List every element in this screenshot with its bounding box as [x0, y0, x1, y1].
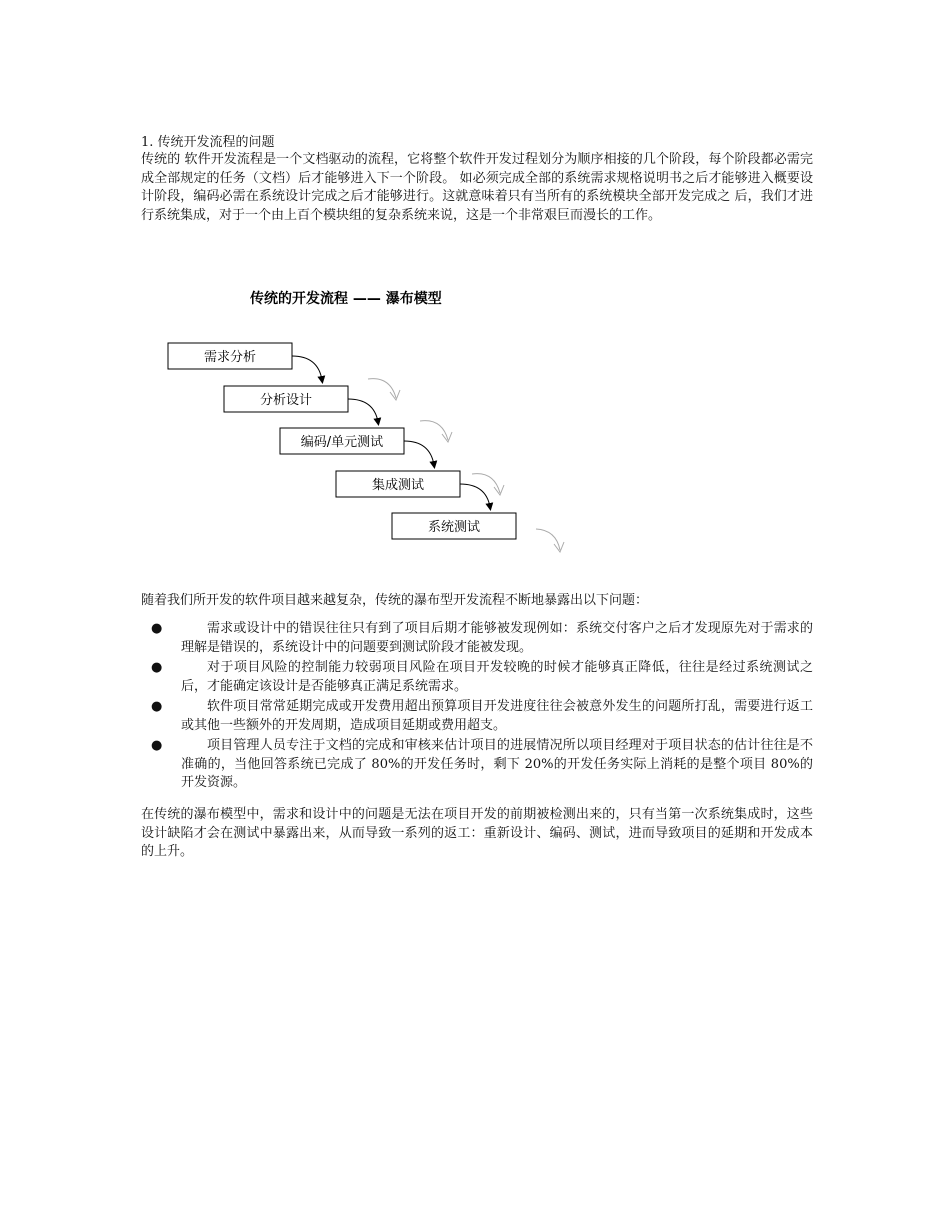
section-heading: 1. 传统开发流程的问题 — [141, 135, 275, 150]
diagram-title: 传统的开发流程 —— 瀑布模型 — [250, 291, 442, 307]
list-item — [141, 659, 813, 696]
stage-label-system-test: 系统测试 — [427, 520, 481, 535]
stage-integration — [336, 471, 460, 497]
stage-label-integration: 集成测试 — [371, 478, 425, 493]
stage-label-design: 分析设计 — [259, 393, 313, 408]
bullet-icon: ● — [151, 621, 163, 636]
feedback-arrow-3 — [472, 474, 504, 495]
feedback-arrow-2 — [420, 421, 452, 442]
problem-list — [141, 620, 813, 795]
stage-label-coding: 编码/单元测试 — [300, 435, 384, 450]
flow-arrow-4 — [460, 484, 490, 507]
list-item-text: 对于项目风险的控制能力较弱项目风险在项目开发较晚的时候才能够真正降低，往往是经过系统测试之后，才能确定该设计是否能够真正满足系统需求。 — [181, 660, 813, 694]
list-item-text: 项目管理人员专注于文档的完成和审核来估计项目的进展情况所以项目经理对于项目状态的估计往往是不准确的，当他回答系统已完成了 80%的开发任务时，剩下 20%的开发任务实际上消耗的是整个项目 80%的开发资源。 — [181, 738, 813, 790]
feedback-arrow-4 — [536, 529, 564, 552]
bullet-icon: ● — [151, 699, 163, 714]
intro-paragraph: 传统的 软件开发流程是一个文档驱动的流程，它将整个软件开发过程划分为顺序相接的几个阶段，每个阶段都必需完成全部规定的任务（文档）后才能够进入下一个阶段。 如必须完成全部的系统需求规格说明书之后才能够进入概要设计阶段，编码必需在系统设计完成之后才能够进行。这就意味着只有当所有的系统模块全部开发完成之 后，我们才进行系统集成，对于一个由上百个模块组的复杂系统来说，这是一个非常艰巨而漫长的工作。 — [141, 152, 813, 223]
feedback-arrow-1 — [368, 379, 400, 400]
list-item — [141, 698, 813, 735]
stage-coding — [280, 428, 404, 454]
conclusion-paragraph: 在传统的瀑布模型中，需求和设计中的问题是无法在项目开发的前期被检测出来的，只有当第一次系统集成时，这些设计缺陷才会在测试中暴露出来，从而导致一系列的返工：重新设计、编码、测试，进而导致项目的延期和开发成本的上升。 — [141, 807, 813, 859]
bullet-icon: ● — [151, 738, 163, 753]
stage-system-test — [392, 513, 516, 539]
waterfall-diagram — [150, 280, 580, 560]
list-item-text: 软件项目常常延期完成或开发费用超出预算项目开发进度往往会被意外发生的问题所打乱，需要进行返工或其他一些额外的开发周期，造成项目延期或费用超支。 — [181, 699, 813, 733]
stage-design — [224, 386, 348, 412]
problems-lead: 随着我们所开发的软件项目越来越复杂，传统的瀑布型开发流程不断地暴露出以下问题： — [141, 593, 649, 608]
flow-arrow-1 — [292, 356, 322, 380]
list-item-text: 需求或设计中的错误往往只有到了项目后期才能够被发现例如：系统交付客户之后才发现原先对于需求的理解是错误的，系统设计中的问题要到测试阶段才能被发现。 — [181, 621, 813, 655]
flow-arrow-3 — [404, 441, 434, 465]
list-item — [141, 620, 813, 657]
flow-arrow-2 — [348, 399, 378, 422]
stage-requirements — [168, 343, 292, 369]
stage-label-requirements: 需求分析 — [203, 350, 257, 365]
list-item — [141, 737, 813, 793]
bullet-icon: ● — [151, 660, 163, 675]
